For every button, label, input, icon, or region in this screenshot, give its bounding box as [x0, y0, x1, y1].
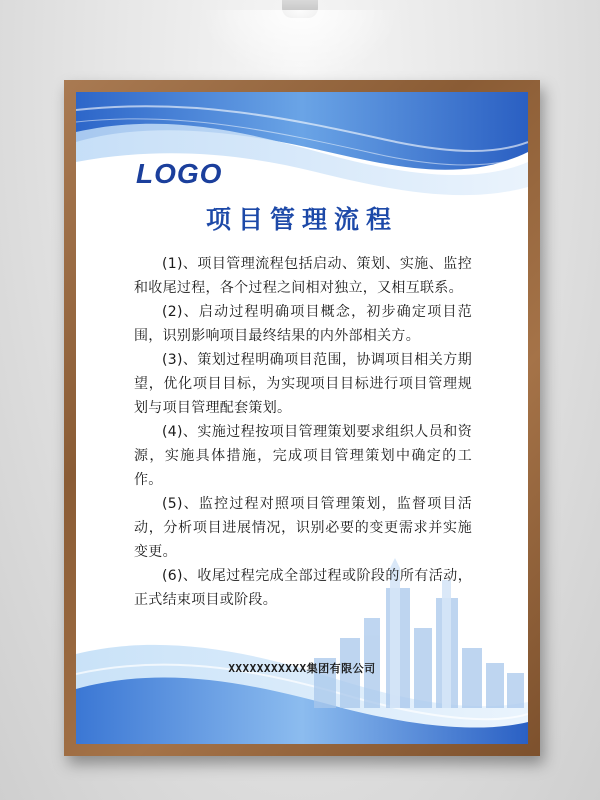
process-description — [134, 252, 472, 612]
lamp-glow — [200, 10, 400, 80]
company-name: XXXXXXXXXXX集团有限公司 — [228, 662, 376, 675]
paragraph-1: (1)、项目管理流程包括启动、策划、实施、监控和收尾过程，各个过程之间相对独立，又相互联系。 — [134, 256, 472, 296]
wooden-frame — [64, 80, 540, 756]
poster-title: 项目管理流程 — [205, 205, 398, 234]
paragraph-2: (2)、启动过程明确项目概念，初步确定项目范围，识别影响项目最终结果的内外部相关方。 — [134, 304, 472, 344]
paragraph-4: (4)、实施过程按项目管理策划要求组织人员和资源，实施具体措施，完成项目管理策划中确定的工作。 — [134, 424, 472, 488]
top-wave-decoration — [76, 92, 528, 212]
paragraph-6: (6)、收尾过程完成全部过程或阶段的所有活动，正式结束项目或阶段。 — [134, 568, 472, 608]
paragraph-5: (5)、监控过程对照项目管理策划，监督项目活动，分析项目进展情况，识别必要的变更需求并实施变更。 — [134, 496, 472, 560]
paragraph-3: (3)、策划过程明确项目范围，协调项目相关方期望，优化项目目标，为实现项目目标进行项目管理规划与项目管理配套策划。 — [134, 352, 472, 416]
poster-board — [76, 92, 528, 744]
logo-text: LOGO — [136, 158, 223, 189]
